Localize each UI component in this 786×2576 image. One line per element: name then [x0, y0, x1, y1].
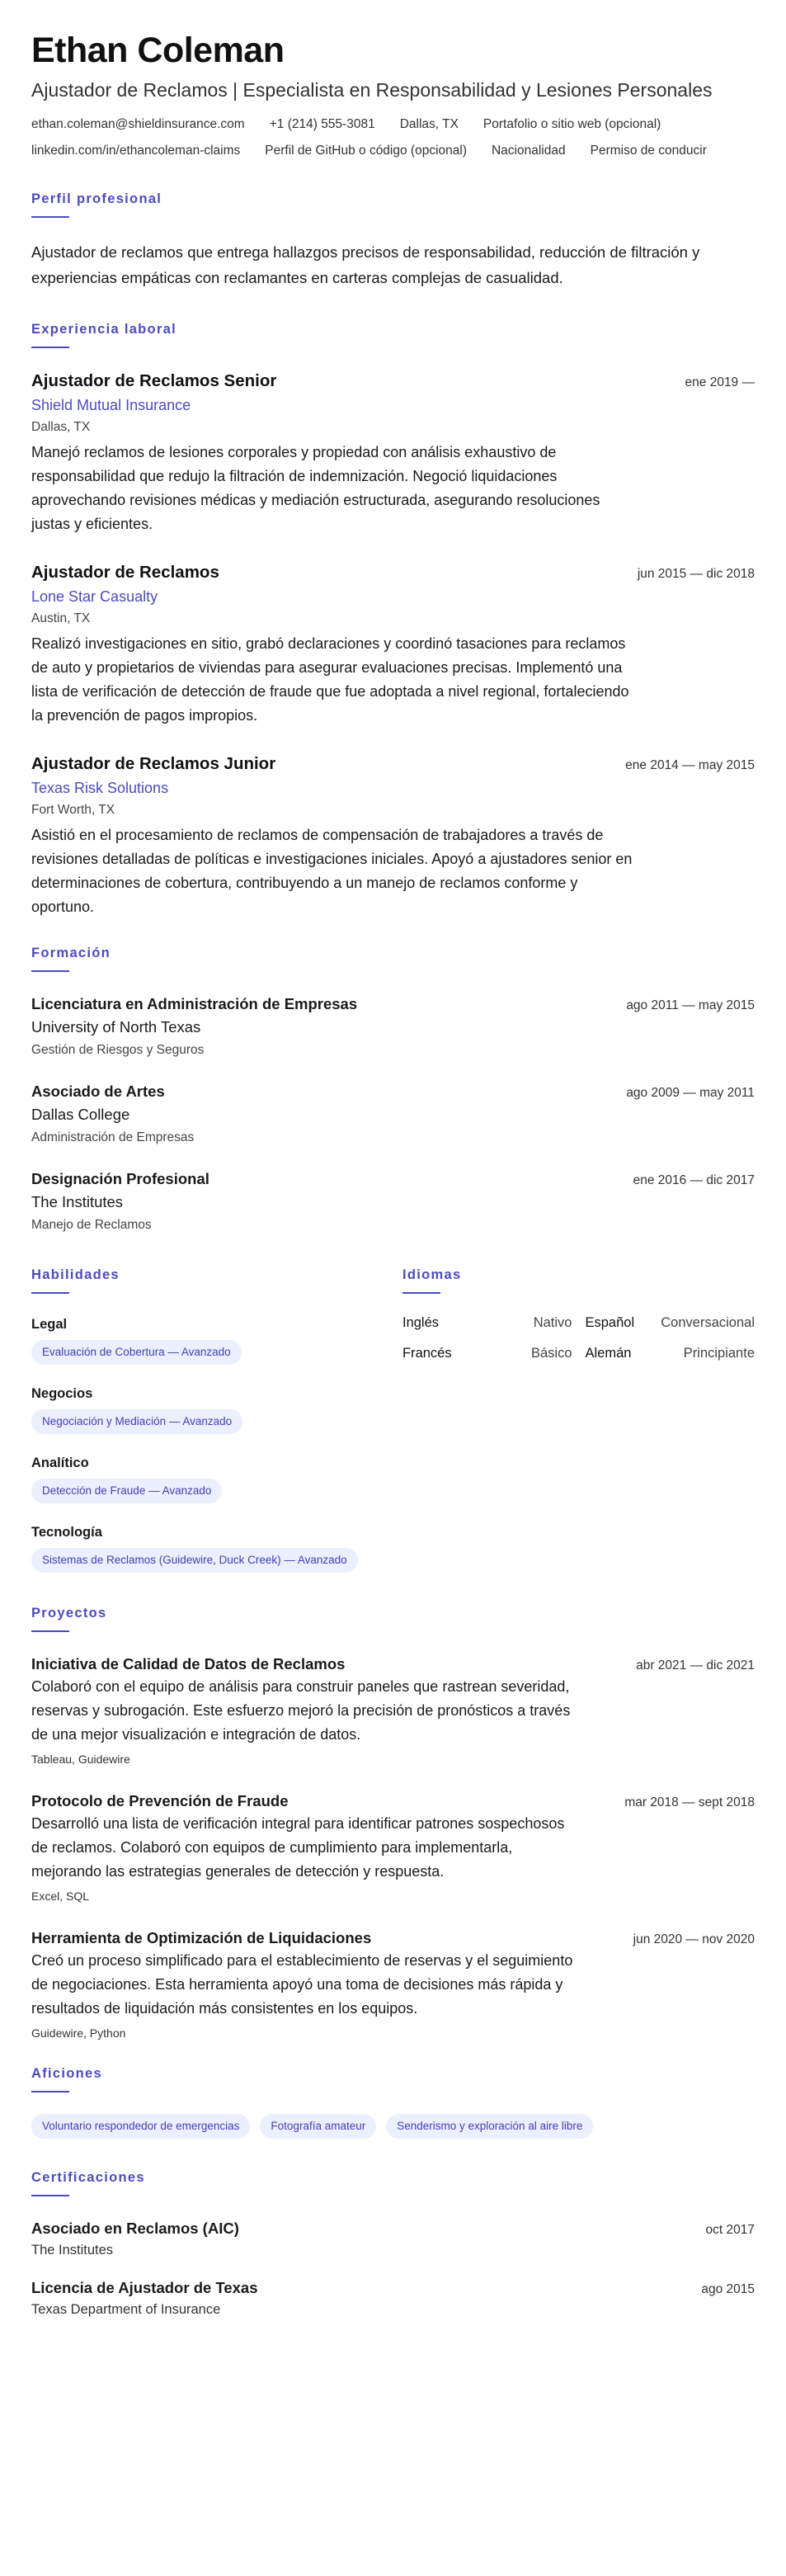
section-title-hobbies: Aficiones — [31, 2066, 102, 2081]
language-item — [402, 1346, 572, 1361]
contact-list — [31, 116, 757, 160]
section-divider — [402, 1292, 440, 1294]
skills-languages-row — [31, 1266, 755, 1592]
education-entry — [31, 993, 755, 1059]
education-school: The Institutes — [31, 1193, 124, 1210]
contact-linkedin[interactable]: linkedin.com/in/ethancoleman-claims — [31, 144, 241, 158]
education-field: Manejo de Reclamos — [31, 1218, 152, 1232]
language-name: Alemán — [585, 1346, 632, 1361]
language-level: Básico — [530, 1346, 572, 1361]
education-dates: ene 2016 — dic 2017 — [633, 1173, 755, 1187]
certification-date: oct 2017 — [705, 2223, 755, 2237]
hobby-chip: Fotografía amateur — [260, 2114, 376, 2139]
candidate-headline: Ajustador de Reclamos | Especialista en Responsabilidad y Lesiones Personales — [31, 79, 713, 101]
language-item — [586, 1346, 755, 1361]
job-location: Dallas, TX — [31, 420, 91, 434]
section-title-experience: Experiencia laboral — [31, 322, 177, 337]
skill-category: Legal — [31, 1317, 68, 1332]
section-divider — [31, 347, 69, 348]
project-description: Creó un proceso simplificado para el establecimiento de reservas y el seguimiento de negociaciones. Esta herramienta apoyó una toma de decisiones más rápida y resultados de liquidación más consistentes en los equipos. — [31, 1952, 573, 2017]
project-entry — [31, 1654, 755, 1767]
section-divider — [31, 1292, 69, 1294]
job-description: Realizó investigaciones en sitio, grabó declaraciones y coordinó tasaciones para reclamos de auto y propietarios de viviendas para asegurar evaluaciones precisas. Implementó una lista de verificación de detección de fraude que fue adoptada a nivel regional, fortaleciendo la prevención de pagos impropios. — [31, 635, 629, 724]
education-field: Administración de Empresas — [31, 1130, 195, 1144]
section-title-projects: Proyectos — [31, 1606, 107, 1621]
languages-section — [402, 1266, 755, 1592]
section-divider — [31, 2091, 69, 2092]
education-section — [31, 944, 755, 1234]
profile-summary: Ajustador de reclamos que entrega hallazgos precisos de responsabilidad, reducción de filtración y experiencias empáticas con reclamantes en carteras complejas de casualidad. — [31, 243, 700, 286]
project-entry — [31, 1927, 755, 2041]
skill-category: Tecnología — [31, 1525, 102, 1540]
contact-location: Dallas, TX — [399, 117, 459, 131]
project-dates: abr 2021 — dic 2021 — [636, 1658, 755, 1673]
certifications-section — [31, 2168, 755, 2319]
education-entry — [31, 1081, 755, 1147]
certification-issuer: Texas Department of Insurance — [31, 2302, 221, 2317]
education-degree: Licenciatura en Administración de Empresas — [31, 995, 358, 1012]
skill-group — [31, 1315, 402, 1365]
skill-category: Negocios — [31, 1386, 93, 1401]
job-company[interactable]: Shield Mutual Insurance — [31, 397, 191, 413]
language-item — [402, 1315, 572, 1331]
job-location: Austin, TX — [31, 611, 91, 625]
certification-title: Asociado en Reclamos (AIC) — [31, 2220, 239, 2237]
job-dates: jun 2015 — dic 2018 — [637, 567, 755, 581]
job-company[interactable]: Lone Star Casualty — [31, 588, 158, 605]
project-title: Herramienta de Optimización de Liquidaciones — [31, 1929, 372, 1946]
language-name: Español — [585, 1315, 635, 1330]
job-dates: ene 2019 — — [685, 375, 755, 389]
contact-github[interactable]: Perfil de GitHub o código (opcional) — [265, 144, 467, 158]
certification-title: Licencia de Ajustador de Texas — [31, 2279, 258, 2296]
project-description: Colaboró con el equipo de análisis para construir paneles que rastrean severidad, reservas y subrogación. Este esfuerzo mejoró la precisión de pronósticos a través de una mejor visualización e integración de datos. — [31, 1678, 571, 1743]
section-title-profile: Perfil profesional — [31, 191, 162, 206]
hobby-list — [31, 2114, 755, 2139]
project-description: Desarrolló una lista de verificación integral para identificar patrones sospechosos de reclamos. Colaboró con equipos de cumplimiento para implementarla, mejorando las estrategias generales de detección y respuesta. — [31, 1815, 565, 1880]
skill-category: Analítico — [31, 1455, 89, 1470]
hobby-chip: Senderismo y exploración al aire libre — [386, 2114, 593, 2139]
project-tech: Guidewire, Python — [31, 2026, 126, 2040]
education-entry — [31, 1168, 755, 1234]
projects-section — [31, 1604, 755, 2041]
hobby-chip: Voluntario respondedor de emergencias — [31, 2114, 250, 2139]
language-name: Inglés — [402, 1315, 440, 1330]
project-tech: Excel, SQL — [31, 1890, 90, 1903]
job-entry — [31, 370, 755, 536]
skill-chip: Detección de Fraude — Avanzado — [31, 1479, 222, 1503]
language-level: Conversacional — [661, 1315, 755, 1330]
language-name: Francés — [402, 1346, 452, 1361]
language-item — [586, 1315, 755, 1331]
candidate-name: Ethan Coleman — [31, 31, 285, 70]
certification-issuer: The Institutes — [31, 2243, 114, 2258]
job-entry — [31, 561, 755, 728]
section-divider — [31, 970, 69, 972]
job-description: Asistió en el procesamiento de reclamos de compensación de trabajadores a través de revisiones detalladas de políticas e investigaciones iniciales. Apoyó a ajustadores senior en determinaciones de cobertura, contribuyendo a un manejo de reclamos conforme y oportuno. — [31, 827, 633, 915]
skill-chip: Negociación y Mediación — Avanzado — [31, 1409, 242, 1434]
project-entry — [31, 1790, 755, 1904]
job-title: Ajustador de Reclamos Junior — [31, 754, 276, 773]
certification-entry — [31, 2218, 755, 2259]
skill-group — [31, 1385, 402, 1434]
skill-group — [31, 1523, 402, 1573]
job-title: Ajustador de Reclamos Senior — [31, 371, 277, 390]
language-level: Nativo — [533, 1315, 572, 1330]
education-degree: Asociado de Artes — [31, 1083, 165, 1100]
job-company[interactable]: Texas Risk Solutions — [31, 780, 169, 796]
language-level: Principiante — [683, 1346, 755, 1361]
skill-chip: Evaluación de Cobertura — Avanzado — [31, 1340, 242, 1365]
language-grid — [402, 1315, 755, 1361]
contact-email[interactable]: ethan.coleman@shieldinsurance.com — [31, 117, 245, 131]
section-divider — [31, 2195, 69, 2196]
section-divider — [31, 216, 69, 218]
skills-section — [31, 1266, 402, 1592]
project-tech: Tableau, Guidewire — [31, 1753, 130, 1766]
project-dates: mar 2018 — sept 2018 — [624, 1795, 755, 1809]
skill-group — [31, 1454, 402, 1503]
education-dates: ago 2009 — may 2011 — [626, 1086, 755, 1100]
education-school: Dallas College — [31, 1106, 130, 1123]
section-title-education: Formación — [31, 946, 111, 960]
skill-chip: Sistemas de Reclamos (Guidewire, Duck Creek) — Avanzado — [31, 1548, 358, 1573]
section-divider — [31, 1630, 69, 1632]
education-field: Gestión de Riesgos y Seguros — [31, 1043, 205, 1057]
section-title-skills: Habilidades — [31, 1267, 120, 1282]
contact-nationality: Nacionalidad — [491, 144, 566, 158]
job-dates: ene 2014 — may 2015 — [625, 758, 755, 772]
contact-driving-license: Permiso de conducir — [590, 144, 707, 158]
project-title: Protocolo de Prevención de Fraude — [31, 1792, 289, 1809]
certification-entry — [31, 2277, 755, 2319]
section-title-certifications: Certificaciones — [31, 2170, 145, 2185]
section-title-languages: Idiomas — [402, 1267, 462, 1282]
job-location: Fort Worth, TX — [31, 803, 115, 817]
job-entry — [31, 753, 755, 919]
project-title: Iniciativa de Calidad de Datos de Reclamos — [31, 1655, 346, 1673]
project-dates: jun 2020 — nov 2020 — [633, 1932, 755, 1946]
education-school: University of North Texas — [31, 1018, 201, 1036]
certification-date: ago 2015 — [701, 2282, 755, 2296]
education-degree: Designación Profesional — [31, 1170, 209, 1187]
contact-phone[interactable]: +1 (214) 555-3081 — [269, 117, 375, 131]
experience-section — [31, 320, 755, 919]
profile-section — [31, 190, 755, 290]
job-description: Manejó reclamos de lesiones corporales y propiedad con análisis exhaustivo de responsabilidad que redujo la filtración de indemnización. Negoció liquidaciones aprovechando revisiones médicas y mediación estructurada, asegurando resoluciones justas y eficientes. — [31, 444, 600, 532]
education-dates: ago 2011 — may 2015 — [626, 998, 755, 1012]
contact-portfolio[interactable]: Portafolio o sitio web (opcional) — [482, 117, 661, 131]
hobbies-section — [31, 2064, 755, 2139]
resume-header — [31, 28, 755, 160]
job-title: Ajustador de Reclamos — [31, 563, 219, 582]
